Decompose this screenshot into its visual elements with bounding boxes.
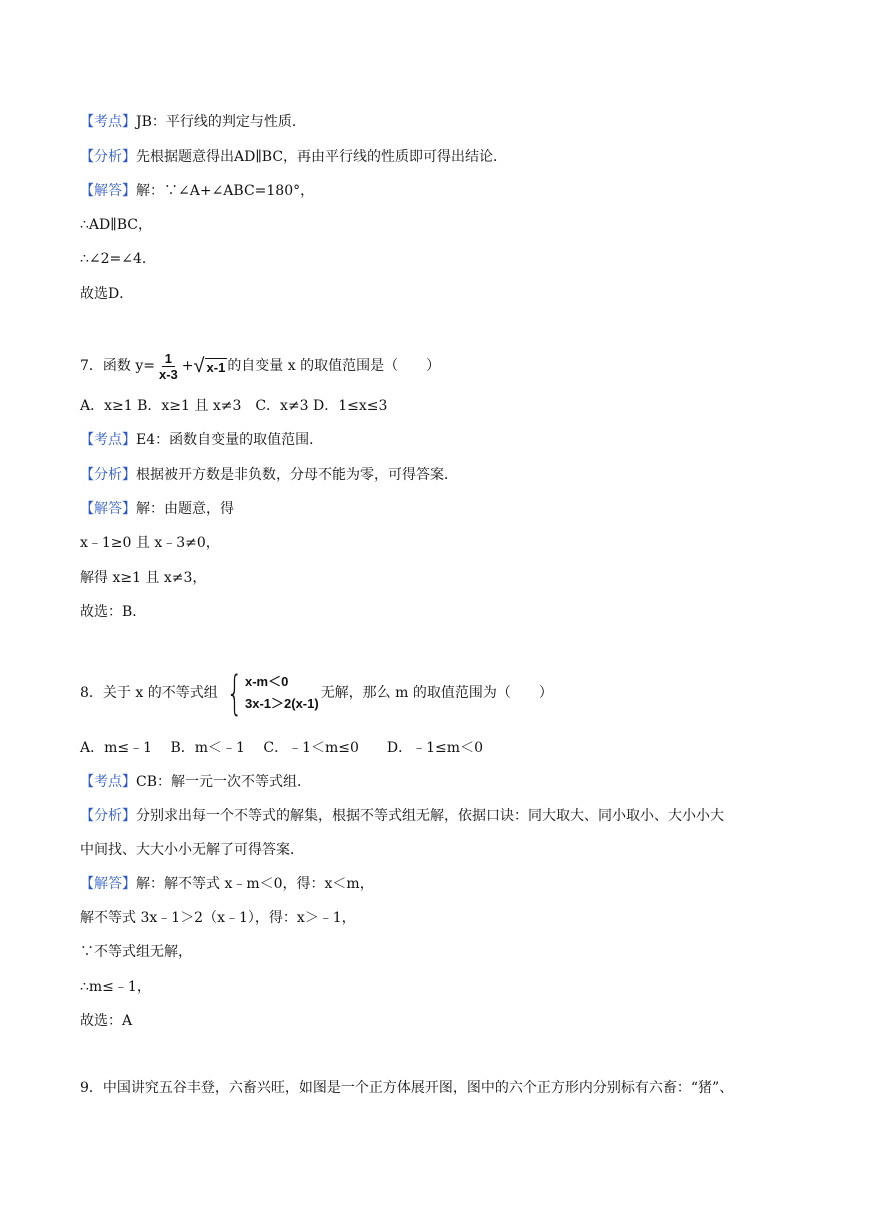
fenxi-line xyxy=(80,806,724,826)
inequality-row-1: x-m＜0 xyxy=(244,674,289,689)
fraction-denominator: x-3 xyxy=(159,366,178,382)
options-line: A．m≤﹣1 B．m＜﹣1 C．﹣1＜m≤0 D．﹣1≤m＜0 xyxy=(80,740,483,756)
question-prefix: 8．关于 x 的不等式组 xyxy=(80,685,218,701)
solution-step: ∴m≤﹣1， xyxy=(80,979,151,995)
solution-step: ∴∠2=∠4． xyxy=(80,251,156,267)
answer-line: 故选D． xyxy=(80,286,134,302)
jieda-tag: 【解答】 xyxy=(80,876,136,892)
answer-line: 故选：A xyxy=(80,1013,133,1029)
fenxi-text: 根据被开方数是非负数，分母不能为零，可得答案． xyxy=(136,467,458,483)
solution-step: 解得 x≥1 且 x≠3， xyxy=(80,570,207,586)
kaodian-tag: 【考点】 xyxy=(80,774,136,790)
fraction xyxy=(156,351,181,382)
kaodian-text: E4：函数自变量的取值范围． xyxy=(136,432,324,448)
fenxi-tag: 【分析】 xyxy=(80,467,136,483)
jieda-line xyxy=(80,499,234,519)
plus-sign: + xyxy=(181,358,194,374)
left-brace-icon: { xyxy=(226,666,243,720)
question-7 xyxy=(80,346,440,386)
square-root xyxy=(194,355,228,377)
question-suffix: 无解，那么 m 的取值范围为（ ） xyxy=(320,685,553,701)
jieda-tag: 【解答】 xyxy=(80,501,136,517)
solution-step: 解不等式 3x﹣1＞2（x﹣1），得：x＞﹣1， xyxy=(80,910,356,926)
jieda-line xyxy=(80,874,374,894)
question-suffix: 的自变量 x 的取值范围是（ ） xyxy=(227,358,441,374)
jieda-tag: 【解答】 xyxy=(80,183,136,199)
kaodian-tag: 【考点】 xyxy=(80,114,136,130)
fenxi-continuation: 中间找、大大小小无解了可得答案． xyxy=(80,842,304,858)
solution-step: ∵不等式组无解， xyxy=(80,944,192,960)
question-prefix: 7．函数 y= xyxy=(80,358,155,374)
question-9: 9．中国讲究五谷丰登，六畜兴旺，如图是一个正方体展开图，图中的六个正方形内分别标有六畜：“猪”、 xyxy=(80,1080,734,1096)
question-8 xyxy=(80,668,553,718)
solution-step: ∴AD∥BC， xyxy=(80,217,152,233)
inequality-row-2: 3x-1＞2(x-1) xyxy=(244,696,319,711)
fraction-numerator: 1 xyxy=(162,351,175,367)
kaodian-line xyxy=(80,772,311,792)
solution-step: x﹣1≥0 且 x﹣3≠0， xyxy=(80,535,220,551)
fenxi-tag: 【分析】 xyxy=(80,808,136,824)
answer-line: 故选：B． xyxy=(80,604,147,620)
kaodian-tag: 【考点】 xyxy=(80,432,136,448)
radical-sign-icon: √ xyxy=(193,355,205,377)
fenxi-tag: 【分析】 xyxy=(80,149,136,165)
fenxi-text: 分别求出每一个不等式的解集，根据不等式组无解，依据口诀：同大取大、同小取小、大小小大 xyxy=(136,808,724,824)
jieda-line xyxy=(80,181,314,201)
options-line: A．x≥1 B．x≥1 且 x≠3 C．x≠3 D．1≤x≤3 xyxy=(80,398,388,414)
fenxi-line xyxy=(80,465,458,485)
radicand: x-1 xyxy=(206,360,226,375)
kaodian-text: CB：解一元一次不等式组． xyxy=(136,774,311,790)
inequality-system xyxy=(220,666,319,720)
kaodian-line xyxy=(80,112,306,132)
fenxi-text: 先根据题意得出AD∥BC，再由平行线的性质即可得出结论． xyxy=(136,149,508,165)
jieda-text: 解：由题意，得 xyxy=(136,501,234,517)
jieda-text: 解：解不等式 x﹣m＜0，得：x＜m， xyxy=(136,876,374,892)
kaodian-text: JB：平行线的判定与性质． xyxy=(136,114,306,130)
kaodian-line xyxy=(80,430,323,450)
fenxi-line xyxy=(80,147,507,167)
jieda-text: 解：∵∠A+∠ABC=180°， xyxy=(136,183,315,199)
